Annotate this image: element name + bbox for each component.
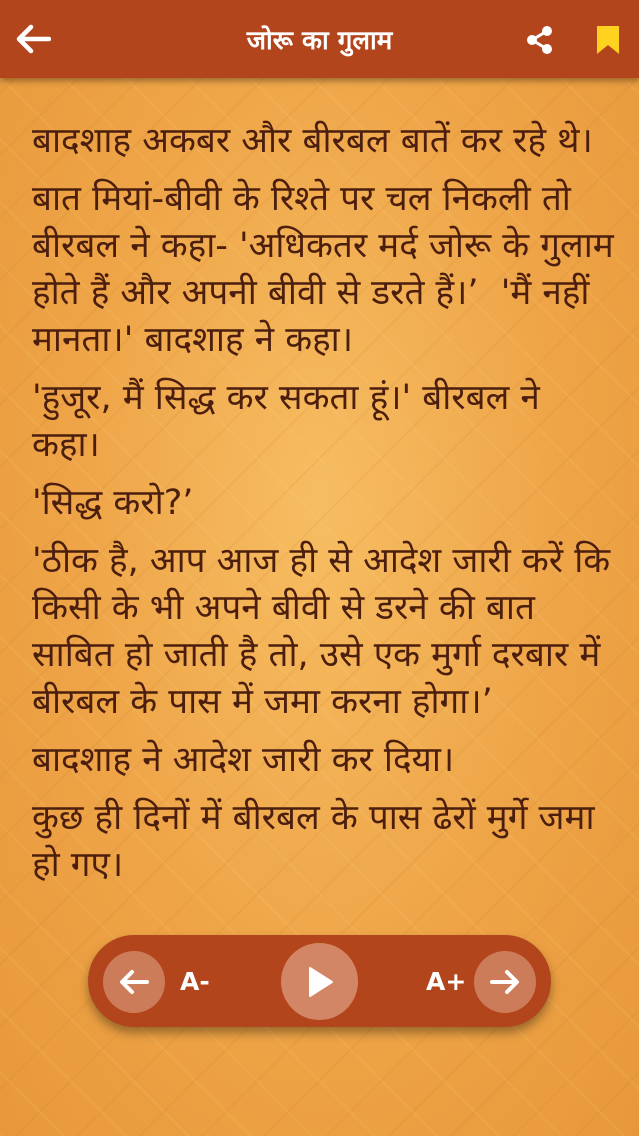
back-button[interactable] [10,17,56,61]
font-increase-button[interactable]: A+ [426,966,467,996]
font-decrease-button[interactable]: A- [180,966,210,996]
story-text [32,118,616,930]
bookmark-button[interactable] [590,20,626,60]
share-button[interactable] [518,20,560,60]
story-paragraph: बादशाह अकबर और बीरबल बातें कर रहे थे। [32,121,593,161]
arrow-left-icon [15,24,51,54]
play-icon [305,965,335,999]
arrow-right-icon [490,969,520,995]
next-story-button[interactable] [474,951,536,1013]
page-title: जोरू का गुलाम [246,26,393,56]
story-paragraph: बादशाह ने आदेश जारी कर दिया। [32,740,455,780]
share-icon [523,24,555,56]
bookmark-icon [595,24,621,56]
story-paragraph: 'ठीक है, आप आज ही से आदेश जारी करें कि किसी के भी अपने बीवी से डरने की बात साबित हो जाती है तो, उसे एक मुर्गा दरबार में बीरबल के पास में जमा करना होगा।’ [32,541,611,722]
story-paragraph: कुछ ही दिनों में बीरबल के पास ढेरों मुर्गे जमा हो गए। [32,798,595,885]
reader-controls [88,935,551,1027]
previous-story-button[interactable] [103,951,165,1013]
play-button[interactable] [281,943,358,1020]
arrow-left-icon [119,969,149,995]
story-paragraph: 'हुजूर, मैं सिद्ध कर सकता हूं।' बीरबल ने कहा। [32,378,540,465]
story-paragraph: बात मियां-बीवी के रिश्ते पर चल निकली तो बीरबल ने कहा- 'अधिकतर मर्द जोरू के गुलाम होते हैं और अपनी बीवी से डरते हैं।’ 'मैं नहीं मानता।' बादशाह ने कहा। [32,179,614,360]
top-app-bar [0,0,639,78]
story-paragraph: 'सिद्ध करो?’ [32,483,194,523]
